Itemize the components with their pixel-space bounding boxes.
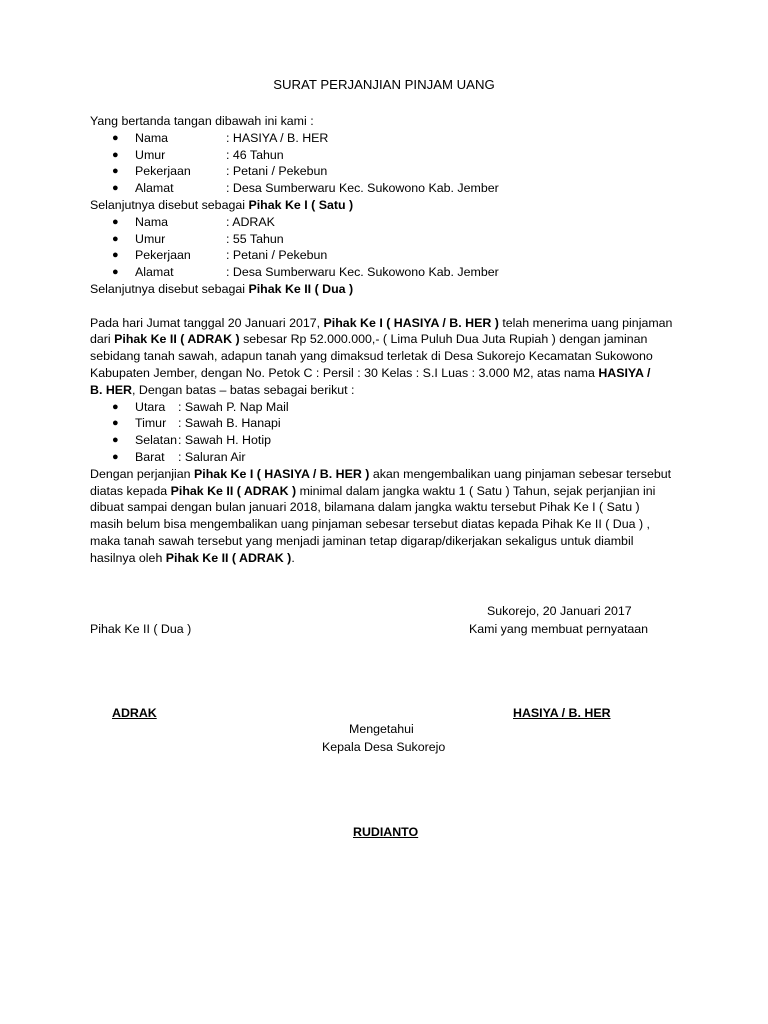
bullet-icon: ●: [112, 266, 119, 279]
list-item: ● Alamat : Desa Sumberwaru Kec. Sukowono Kab. Jember: [112, 265, 499, 280]
bullet-icon: ●: [112, 400, 119, 413]
boundary-list: [90, 399, 680, 466]
bullet-icon: ●: [112, 131, 119, 144]
right-signature-label: Kami yang membuat pernyataan: [469, 622, 649, 636]
left-signature-name: ADRAK: [112, 706, 157, 720]
list-item: ● Utara : Sawah P. Nap Mail: [112, 399, 289, 414]
left-signature-label: Pihak Ke II ( Dua ): [90, 622, 192, 636]
list-item: ● Umur : 55 Tahun: [112, 231, 284, 246]
bullet-icon: ●: [112, 450, 119, 463]
party2-details: [90, 214, 680, 281]
list-item: ● Barat : Saluran Air: [112, 449, 246, 464]
bullet-icon: ●: [112, 434, 119, 447]
list-item: ● Pekerjaan : Petani / Pekebun: [112, 164, 328, 179]
list-item: ● Umur : 46 Tahun: [112, 147, 284, 162]
list-item: ● Selatan : Sawah H. Hotip: [112, 433, 271, 448]
witness-line2: Kepala Desa Sukorejo: [322, 740, 446, 754]
document-title: SURAT PERJANJIAN PINJAM UANG: [273, 77, 495, 92]
list-item: ● Nama : HASIYA / B. HER: [112, 130, 329, 145]
witness-signature-name: RUDIANTO: [353, 825, 419, 839]
bullet-icon: ●: [112, 417, 119, 430]
list-item: ● Timur : Sawah B. Hanapi: [112, 416, 281, 431]
bullet-icon: ●: [112, 165, 119, 178]
witness-line1: Mengetahui: [349, 722, 414, 736]
bullet-icon: ●: [112, 232, 119, 245]
loan-paragraph: Pada hari Jumat tanggal 20 Januari 2017, Pihak Ke I ( HASIYA / B. HER ) telah menerima uang pinjaman dari Pihak Ke II ( ADRAK ) sebesar Rp 52.000.000,- ( Lima Puluh Dua Juta Rupiah ) dengan jaminan sebidang tanah sawah, adapun tanah yang dimaksud terletak di Desa Sukorejo Kecamatan Sukowono Kabupaten Jember, dengan No. Petok C : Persil : 30 Kelas : S.I Luas : 3.000 M2, atas nama HASIYA / B. HER, Dengan batas – batas sebagai berikut :: [90, 315, 673, 397]
party1-details: [90, 130, 680, 197]
document-body: [90, 113, 680, 567]
agreement-paragraph: Dengan perjanjian Pihak Ke I ( HASIYA / B. HER ) akan mengembalikan uang pinjaman sebesar tersebut diatas kepada Pihak Ke II ( ADRAK ) minimal dalam jangka waktu 1 ( Satu ) Tahun, sejak perjanjian ini dibuat sampai dengan bulan januari 2018, bilamana dalam jangka waktu tersebut Pihak Ke I ( Satu ) masih belum bisa mengembalikan uang pinjaman sebesar tersebut diatas kepada Pihak Ke II ( Dua ) , maka tanah sawah tersebut yang menjadi jaminan tetap digarap/dikerjakan sekaligus untuk diambil hasilnya oleh Pihak Ke II ( ADRAK ).: [90, 466, 672, 565]
bullet-icon: ●: [112, 182, 119, 195]
list-item: ● Nama : ADRAK: [112, 214, 275, 229]
right-signature-name: HASIYA / B. HER: [513, 706, 611, 720]
bullet-icon: ●: [112, 249, 119, 262]
bullet-icon: ●: [112, 148, 119, 161]
intro-text: Yang bertanda tangan dibawah ini kami :: [90, 114, 314, 128]
party2-designation: Selanjutnya disebut sebagai Pihak Ke II ( Dua ): [90, 281, 354, 296]
bullet-icon: ●: [112, 215, 119, 228]
party1-designation: Selanjutnya disebut sebagai Pihak Ke I ( Satu ): [90, 197, 354, 212]
place-date: Sukorejo, 20 Januari 2017: [487, 604, 632, 618]
list-item: ● Alamat : Desa Sumberwaru Kec. Sukowono Kab. Jember: [112, 181, 499, 196]
list-item: ● Pekerjaan : Petani / Pekebun: [112, 248, 328, 263]
